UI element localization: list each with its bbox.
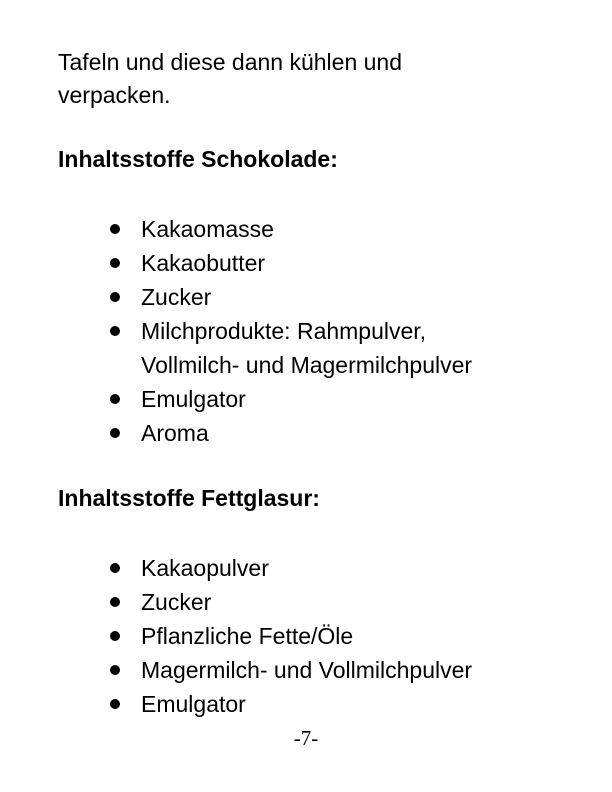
heading-ingredients-chocolate: Inhaltsstoffe Schokolade: [58,146,338,172]
bullet-icon [110,563,120,573]
bullet-icon [110,428,120,438]
bullet-icon [110,258,120,268]
bullet-icon [110,394,120,404]
list-item-label: Magermilch- und Vollmilchpulver [141,657,473,683]
list-item-label: Pflanzliche Fette/Öle [141,623,354,649]
list-item [108,280,568,314]
list-item [108,212,568,246]
page-number: -7- [293,726,319,750]
list-item-label: Aroma [141,420,209,446]
list-item [108,382,568,416]
list-item-label: Kakaopulver [141,555,269,581]
list-item-label: Emulgator [141,386,246,412]
bullet-icon [110,631,120,641]
list-ingredients-glaze [108,551,568,721]
bullet-icon [110,292,120,302]
list-item-label: Emulgator [141,691,246,717]
list-item-label-line-2: Vollmilch- und Magermilchpulver [141,352,473,378]
bullet-icon [110,597,120,607]
list-item-label: Kakaomasse [141,216,274,242]
list-item [108,314,568,382]
list-item [108,653,568,687]
bullet-icon [110,326,120,336]
bullet-icon [110,224,120,234]
list-item-label: Kakaobutter [141,250,266,276]
list-item [108,585,568,619]
list-item [108,687,568,721]
intro-paragraph [58,46,558,112]
list-item [108,246,568,280]
list-ingredients-chocolate [108,212,568,450]
list-item-label: Zucker [141,284,212,310]
intro-line-1: Tafeln und diese dann kühlen und [58,49,403,75]
list-item [108,551,568,585]
intro-line-2: verpacken. [58,82,171,108]
heading-ingredients-glaze: Inhaltsstoffe Fettglasur: [58,485,320,511]
list-item [108,416,568,450]
bullet-icon [110,699,120,709]
bullet-icon [110,665,120,675]
list-item-label-line-1: Milchprodukte: Rahmpulver, [141,318,427,344]
list-item [108,619,568,653]
list-item-label: Zucker [141,589,212,615]
